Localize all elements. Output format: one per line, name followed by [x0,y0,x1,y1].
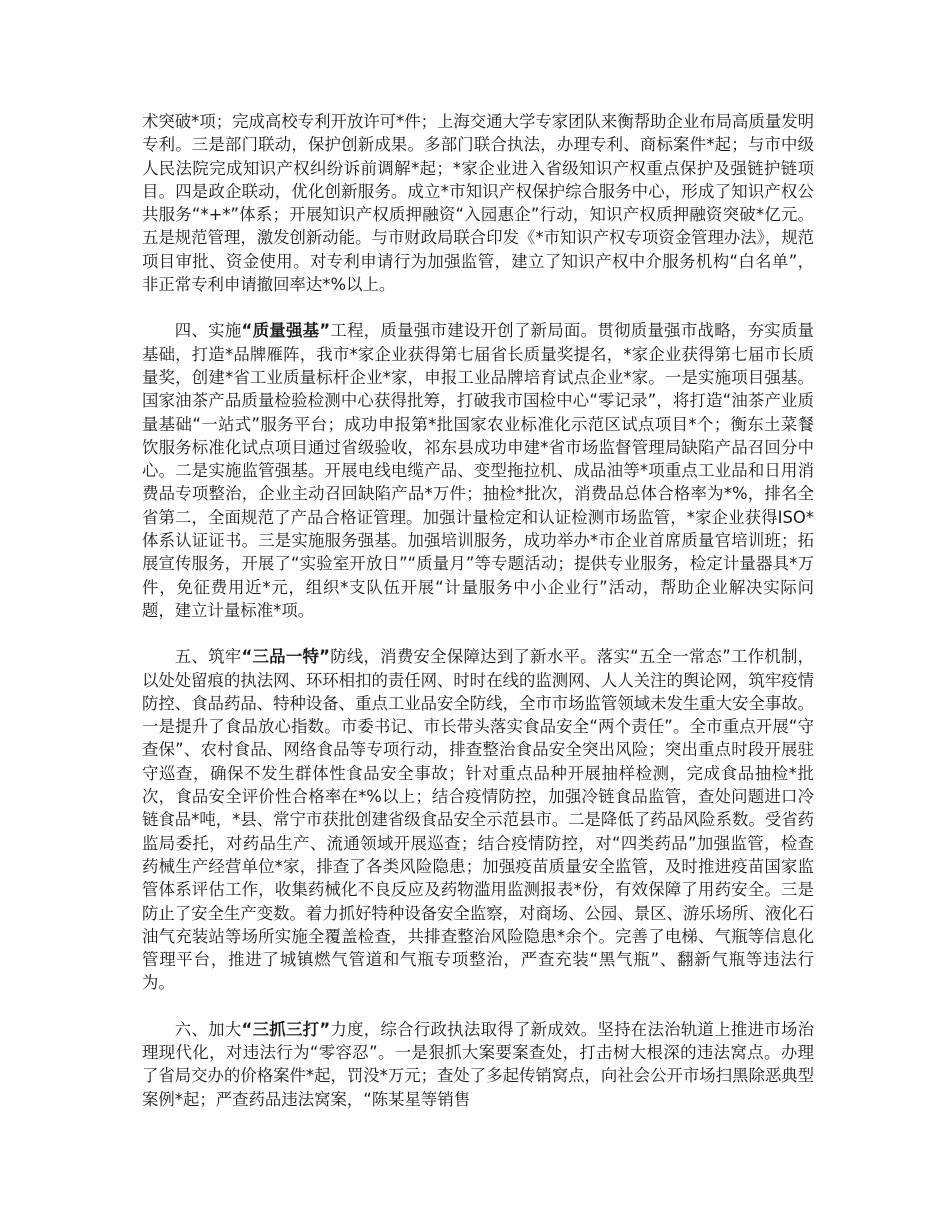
section-heading-keyword: “质量强基” [241,321,331,341]
section-heading-suffix: 防线，消费安全保障达到了新水平。 [329,647,597,667]
section-heading-prefix: 五、筑牢 [174,647,242,667]
section-heading-prefix: 四、实施 [174,321,242,341]
paragraph-consumer-safety [142,645,814,994]
paragraph-body: 坚持在法治轨道上推进市场治理现代化，对违法行为“零容忍”。一是狠抓大案要案查处，打击树大根深的违法窝点。办理了省局交办的价格案件*起，罚没*万元；查处了多起传销窝点，向社会公开市场扫黑除恶典型案例*起；严查药品违法窝案，“陈某星等销售 [142,1019,815,1109]
section-heading-prefix: 六、加大 [174,1019,242,1039]
document-page [142,110,814,1111]
section-heading-suffix: 力度，综合行政执法取得了新成效。 [330,1019,598,1039]
paragraph-body: 落实“五全一常态”工作机制，以处处留痕的执法网、环环相扣的责任网、时时在线的监测网、人人关注的舆论网，筑牢疫情防控、食品药品、特种设备、重点工业品安全防线，全市市场监管领域未发生重大安全事故。一是提升了食品放心指数。市委书记、市长带头落实食品安全“两个责任”。全市重点开展“守查保”、农村食品、网络食品等专项行动，排查整治食品安全突出风险；突出重点时段开展驻守巡查，确保不发生群体性食品安全事故；针对重点品种开展抽样检测，完成食品抽检*批次，食品安全评价性合格率在*%以上；结合疫情防控，加强冷链食品监管，查处问题进口冷链食品*吨，*县、常宁市获批创建省级食品安全示范县市。二是降低了药品风险系数。受省药监局委托，对药品生产、流通领域开展巡查；结合疫情防控，对“四类药品”加强监管，检查药械生产经营单位*家，排查了各类风险隐患；加强疫苗质量安全监管，及时推进疫苗国家监管体系评估工作，收集药械化不良反应及药物滥用监测报表*份，有效保障了用药安全。三是防止了安全生产变数。着力抓好特种设备安全监察，对商场、公园、景区、游乐场所、液化石油气充装站等场所实施全覆盖检查，共排查整治风险隐患*余个。完善了电梯、气瓶等信息化管理平台，推进了城镇燃气管道和气瓶专项整治，严查充装“黑气瓶”、翻新气瓶等违法行为。 [142,647,815,993]
paragraph-law-enforcement [142,1018,814,1111]
section-heading-suffix: 工程，质量强市建设开创了新局面。 [330,321,598,341]
section-heading-keyword: “三抓三打” [241,1019,331,1039]
paragraph-ip-protection: 术突破*项；完成高校专利开放许可*件；上海交通大学专家团队来衡帮助企业布局高质量发明专利。三是部门联动，保护创新成果。多部门联合执法，办理专利、商标案件*起；与市中级人民法院完成知识产权纠纷诉前调解*起；*家企业进入省级知识产权重点保护及强链护链项目。四是政企联动，优化创新服务。成立*市知识产权保护综合服务中心，形成了知识产权公共服务“*+*”体系；开展知识产权质押融资“入园惠企”行动，知识产权质押融资突破*亿元。五是规范管理，激发创新动能。与市财政局联合印发《*市知识产权专项资金管理办法》，规范项目审批、资金使用。对专利申请行为加强监管，建立了知识产权中介服务机构“白名单”，非正常专利申请撤回率达*%以上。 [142,112,815,295]
paragraph-quality-foundation [142,319,814,622]
section-heading-keyword: “三品一特” [241,647,330,667]
paragraph-body: 贯彻质量强市战略，夯实质量基础，打造*品牌雁阵，我市*家企业获得第七届省长质量奖提名，*家企业获得第七届市长质量奖，创建*省工业质量标杆企业*家，申报工业品牌培育试点企业*家。一是实施项目强基。国家油茶产品质量检验检测中心获得批筹，打破我市国检中心“零记录”，将打造“油茶产业质量基础“一站式”服务平台；成功申报第*批国家农业标准化示范区试点项目*个；衡东土菜餐饮服务标准化试点项目通过省级验收，祁东县成功申建*省市场监督管理局缺陷产品召回分中心。二是实施监管强基。开展电线电缆产品、变型拖拉机、成品油等*项重点工业品和日用消费品专项整治，企业主动召回缺陷产品*万件；抽检*批次，消费品总体合格率为*%，排名全省第二，全面规范了产品合格证管理。加强计量检定和认证检测市场监管，*家企业获得ISO*体系认证证书。三是实施服务强基。加强培训服务，成功举办*市企业首席质量官培训班；拓展宣传服务，开展了“实验室开放日”“质量月”等专题活动；提供专业服务，检定计量器具*万件，免征费用近*元，组织*支队伍开展“计量服务中小企业行”活动，帮助企业解决实际问题，建立计量标准*项。 [142,321,815,620]
